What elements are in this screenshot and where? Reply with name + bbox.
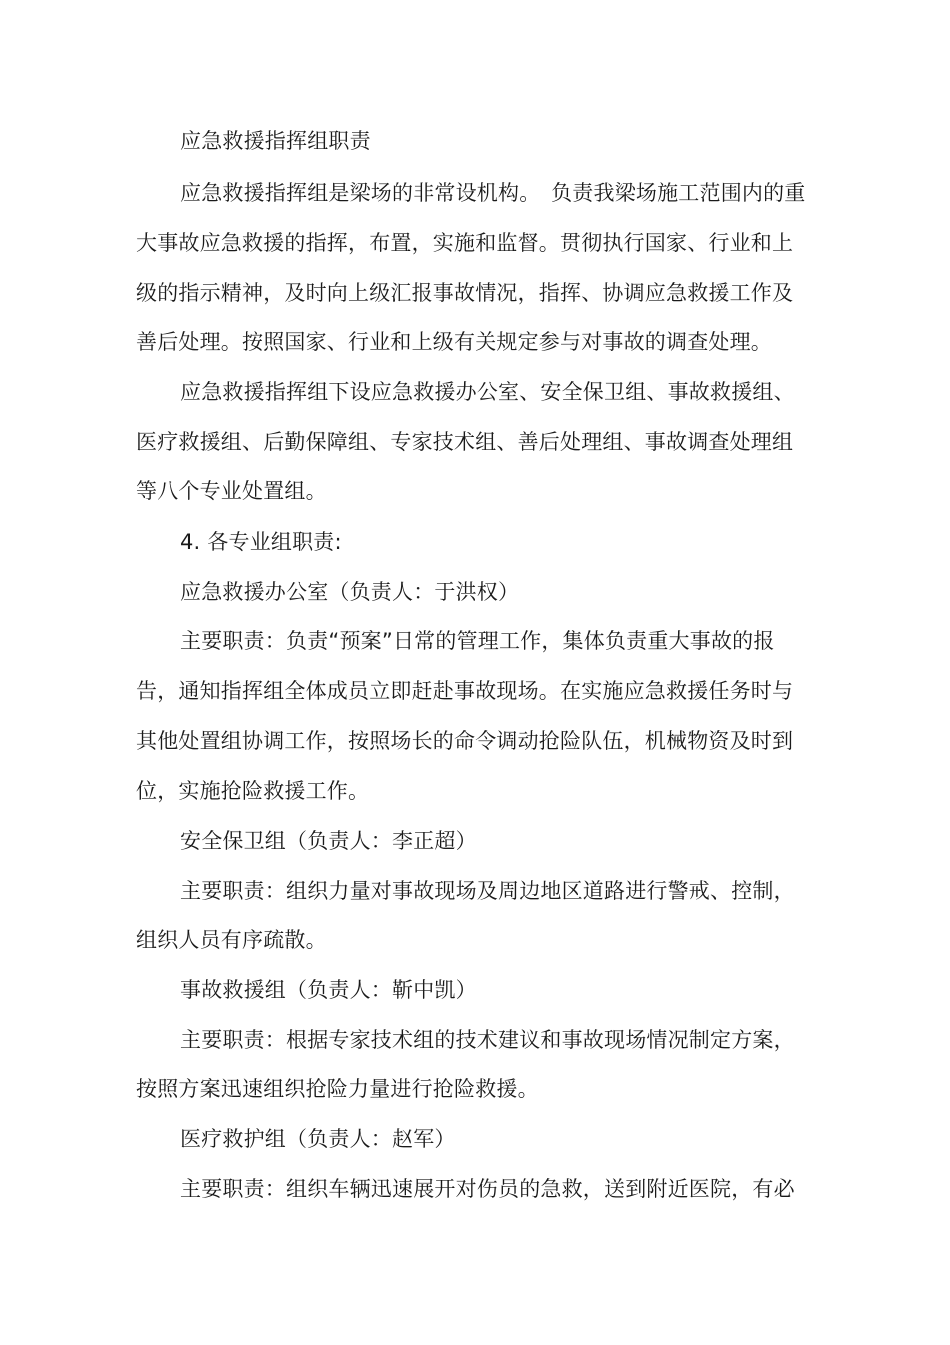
paragraph-line: 应急救援指挥组下设应急救援办公室、安全保卫组、事故救援组、: [180, 380, 795, 404]
paragraph-line: 按照方案迅速组织抢险力量进行抢险救援。: [136, 1077, 539, 1101]
paragraph-line: 主要职责：组织车辆迅速展开对伤员的急救，送到附近医院，有必: [180, 1177, 795, 1201]
section-title: 4. 各专业组职责:: [180, 530, 342, 554]
group-title: 安全保卫组（负责人：李正超）: [180, 829, 477, 853]
paragraph-line: 级的指示精神，及时向上级汇报事故情况，指挥、协调应急救援工作及: [136, 281, 794, 305]
paragraph-line: 告，通知指挥组全体成员立即赶赴事故现场。在实施应急救援任务时与: [136, 679, 794, 703]
paragraph-line: 主要职责：根据专家技术组的技术建议和事故现场情况制定方案，: [180, 1028, 795, 1052]
paragraph-line: 组织人员有序疏散。: [136, 928, 327, 952]
group-title: 事故救援组（负责人：靳中凯）: [180, 978, 477, 1002]
paragraph-line: 位，实施抢险救援工作。: [136, 779, 370, 803]
paragraph-line: 应急救援指挥组是梁场的非常设机构。 负责我梁场施工范围内的重: [180, 181, 806, 205]
group-title: 应急救援办公室（负责人：于洪权）: [180, 580, 520, 604]
paragraph-line: 医疗救援组、后勤保障组、专家技术组、善后处理组、事故调查处理组: [136, 430, 794, 454]
paragraph-line: 大事故应急救援的指挥，布置，实施和监督。贯彻执行国家、行业和上: [136, 231, 794, 255]
paragraph-line: 善后处理。按照国家、行业和上级有关规定参与对事故的调查处理。: [136, 330, 772, 354]
group-title: 医疗救护组（负责人：赵军）: [180, 1127, 456, 1151]
paragraph-line: 其他处置组协调工作，按照场长的命令调动抢险队伍，机械物资及时到: [136, 729, 794, 753]
section-heading: 应急救援指挥组职责: [180, 129, 371, 153]
paragraph-line: 主要职责：负责“预案”日常的管理工作，集体负责重大事故的报: [180, 629, 775, 653]
paragraph-line: 等八个专业处置组。: [136, 479, 327, 503]
paragraph-line: 主要职责：组织力量对事故现场及周边地区道路进行警戒、控制，: [180, 879, 795, 903]
